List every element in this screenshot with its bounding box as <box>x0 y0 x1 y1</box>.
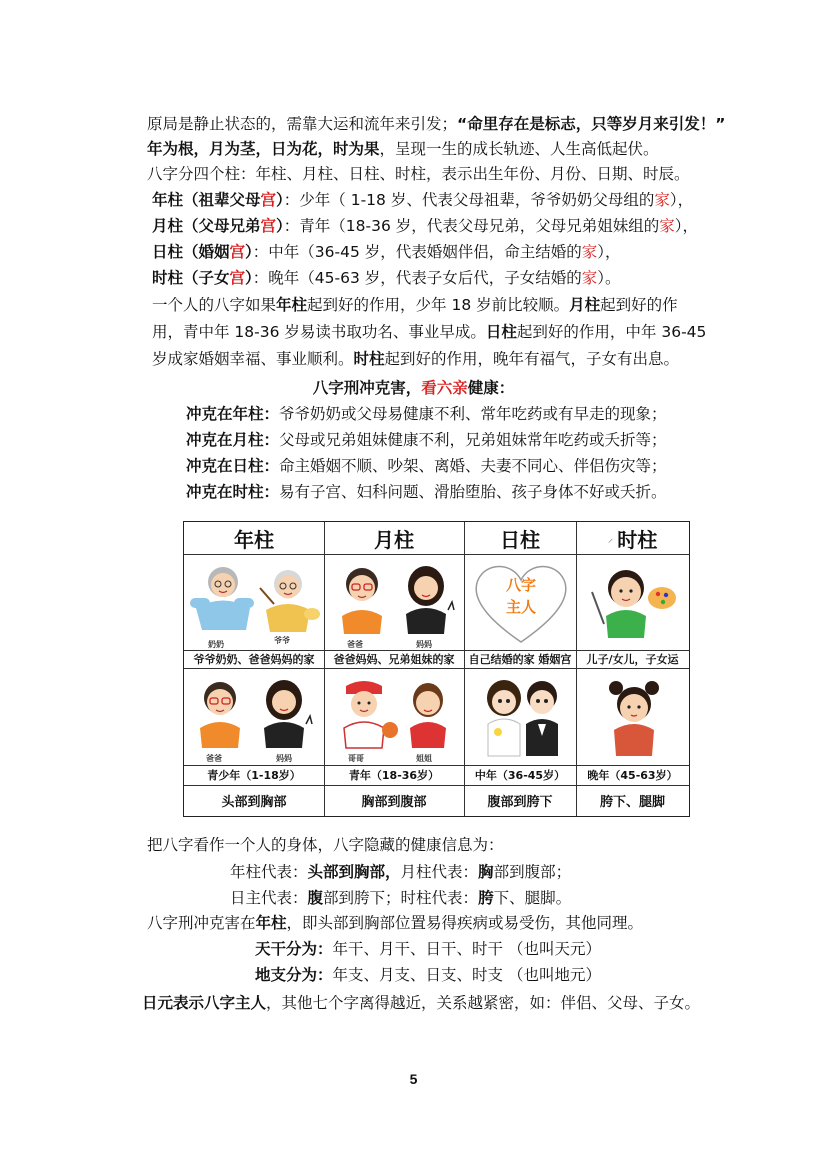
heart-text <box>470 574 572 618</box>
siblings-illustration <box>330 672 460 752</box>
header-hour-label: 时柱 <box>617 527 658 552</box>
body-line <box>147 912 643 934</box>
body-line <box>230 887 571 909</box>
text-span: 部到胯下； <box>323 889 401 907</box>
text-span: 八字刑冲克害在 <box>147 914 256 932</box>
header-year: 年柱 <box>234 527 274 552</box>
pillar-name: 时柱（子女 <box>152 269 230 287</box>
branches-value: 年支、月支、日支、时支 （也叫地元） <box>332 966 601 984</box>
bold-span: 腹 <box>307 889 324 907</box>
caption-dad-2: 爸爸 <box>206 754 222 763</box>
bold-span: 胸 <box>478 863 494 881</box>
clash-text: 爷爷奶奶或父母易健康不利、常年吃药或有早走的现象； <box>279 405 667 423</box>
age-day: 中年（36-45岁） <box>474 769 566 782</box>
row-divider <box>184 554 689 555</box>
clash-key: 冲克在年柱： <box>186 405 280 423</box>
clash-item <box>186 455 667 477</box>
text-span: 日主代表： <box>230 889 308 907</box>
caption-dad: 爸爸 <box>347 640 363 649</box>
effects-line <box>152 348 679 370</box>
home-char: 家 <box>654 191 670 209</box>
text-span: 月柱代表： <box>400 863 479 881</box>
text-span: 起到好的作用，少年 18 岁前比较顺。 <box>307 296 570 314</box>
label-hour: 儿子/女儿，子女运 <box>586 653 679 666</box>
text-span: 八字刑冲克害， <box>312 379 422 397</box>
clash-item <box>186 429 667 451</box>
bold-span: 年柱 <box>255 914 287 932</box>
page-number: 5 <box>409 1071 418 1087</box>
age-hour: 晚年（45-63岁） <box>587 769 678 782</box>
clash-key: 冲克在月柱： <box>186 431 280 449</box>
caption-mom-2: 妈妈 <box>276 754 292 763</box>
age-month: 青年（18-36岁） <box>348 769 440 782</box>
header-hour <box>576 522 689 554</box>
clash-text: 易有子宫、妇科问题、滑胎堕胎、孩子身体不好或夭折。 <box>279 483 667 501</box>
pillar-end: ）， <box>674 217 699 235</box>
stems-line <box>255 938 601 960</box>
paragraph-line: 八字分四个柱：年柱、月柱、日柱、时柱，表示出生年份、月份、日期、时辰。 <box>147 165 690 183</box>
bold-span: 日元表示八字主人 <box>142 994 267 1012</box>
text-span: 起到好的作 <box>600 296 678 314</box>
header-day: 日柱 <box>500 527 540 552</box>
text-span: 用，青中年 18-36 岁易读书取功名、事业早成。 <box>152 323 486 341</box>
pillar-name: 日柱（婚姻 <box>152 243 230 261</box>
text-span: ，即头部到胸部位置易得疾病或易受伤，其他同理。 <box>286 914 644 932</box>
text-span: 岁成家婚姻幸福、事业顺利。 <box>152 350 354 368</box>
caption-sister: 姐姐 <box>416 754 432 763</box>
text-span: 时柱代表： <box>400 889 479 907</box>
text-span: 年柱代表： <box>230 863 308 881</box>
label-day: 自己结婚的家 婚姻宫 <box>468 653 572 666</box>
branches-line <box>255 964 601 986</box>
young-parents-illustration <box>190 672 320 752</box>
text-span: ，其他七个字离得越近，关系越紧密，如：伴侣、父母、子女。 <box>266 994 701 1012</box>
caption-brother: 哥哥 <box>348 754 364 763</box>
pillar-desc: ：青年（18-36 岁，代表父母兄弟，父母兄弟姐妹组的 <box>283 217 660 235</box>
pillar-end: ）， <box>597 243 621 261</box>
pillar-close: ） <box>276 191 284 209</box>
bold-span: 年为根，月为茎，日为花，时为果 <box>147 140 380 158</box>
body-line <box>230 861 571 883</box>
bold-span: 月柱 <box>569 296 601 314</box>
text-span: 下、腿脚。 <box>493 889 572 907</box>
clash-item <box>186 481 667 503</box>
parents-illustration <box>330 558 460 638</box>
palace-char: 宫 <box>229 243 246 261</box>
pillar-table <box>183 521 690 817</box>
text-span: 起到好的作用，晚年有福气，子女有出息。 <box>384 350 680 368</box>
branches-key: 地支分为： <box>255 966 333 984</box>
bodypart-day: 腹部到胯下 <box>487 795 553 810</box>
girl-illustration <box>594 674 678 760</box>
pillar-close: ） <box>245 269 253 287</box>
text-span: 原局是静止状态的，需靠大运和流年来引发； <box>147 115 458 133</box>
caption-mom: 妈妈 <box>416 640 432 649</box>
pillar-line-day <box>152 241 621 263</box>
caption-grandma: 奶奶 <box>208 640 224 649</box>
bold-span: 日柱 <box>485 323 517 341</box>
paragraph-line <box>147 138 659 160</box>
row-divider <box>184 668 689 669</box>
bold-span: 头部到胸部， <box>307 863 401 881</box>
palace-char: 宫 <box>229 269 246 287</box>
label-year: 爷爷奶奶、爸爸妈妈的家 <box>193 653 315 666</box>
pillar-end: ）。 <box>597 269 621 287</box>
pillar-line-month <box>152 215 698 237</box>
effects-line <box>152 321 706 343</box>
text-span: 部到腹部； <box>493 863 572 881</box>
bold-span: 年柱 <box>276 296 308 314</box>
heart-text-line1: 八字 <box>505 576 536 594</box>
palace-char: 宫 <box>260 217 277 235</box>
pillar-name: 月柱（父母兄弟 <box>152 217 261 235</box>
pillar-desc: ：晚年（45-63 岁，代表子女后代，子女结婚的 <box>252 269 582 287</box>
child-illustration <box>584 558 684 644</box>
bold-span: 胯 <box>478 889 494 907</box>
quote-span: “命里存在是标志，只等岁月来引发！” <box>457 115 726 133</box>
clash-text: 父母或兄弟姐妹健康不利，兄弟姐妹常年吃药或夭折等； <box>279 431 667 449</box>
bodypart-year: 头部到胸部 <box>221 795 287 810</box>
pillar-line-hour <box>152 267 621 289</box>
text-span: 起到好的作用，中年 36-45 <box>516 323 707 341</box>
couple-illustration <box>474 672 570 760</box>
red-span: 看六亲 <box>421 379 468 397</box>
stems-value: 年干、月干、日干、时干 （也叫天元） <box>332 940 601 958</box>
pillar-desc: ：中年（36-45 岁，代表婚姻伴侣，命主结婚的 <box>252 243 582 261</box>
clash-text: 命主婚姻不顺、吵架、离婚、夫妻不同心、伴侣伤灾等； <box>279 457 667 475</box>
pillar-line-year <box>152 189 693 211</box>
grandparents-illustration <box>188 558 322 638</box>
day-master-line <box>142 992 700 1014</box>
heart-text-line2: 主人 <box>505 598 536 616</box>
home-char: 家 <box>659 217 675 235</box>
body-intro: 把八字看作一个人的身体，八字隐藏的健康信息为： <box>147 836 504 854</box>
pillar-close: ） <box>276 217 284 235</box>
stems-key: 天干分为： <box>255 940 333 958</box>
pillar-end: ）， <box>669 191 694 209</box>
header-month: 月柱 <box>374 527 414 552</box>
text-span: 一个人的八字如果 <box>152 296 277 314</box>
clash-key: 冲克在日柱： <box>186 457 280 475</box>
bold-span: 时柱 <box>353 350 385 368</box>
age-year: 青少年（1-18岁） <box>207 769 301 782</box>
clash-title <box>0 377 827 399</box>
text-span: ，呈现一生的成长轨迹、人生高低起伏。 <box>379 140 659 158</box>
pillar-close: ） <box>245 243 253 261</box>
clash-item <box>186 403 667 425</box>
caption-grandpa: 爷爷 <box>274 636 290 645</box>
effects-line <box>152 294 678 316</box>
bodypart-month: 胸部到腹部 <box>361 795 427 810</box>
pillar-desc: ：少年（ 1-18 岁、代表父母祖辈，爷爷奶奶父母组的 <box>283 191 655 209</box>
palace-char: 宫 <box>260 191 277 209</box>
clash-key: 冲克在时柱： <box>186 483 280 501</box>
home-char: 家 <box>581 243 598 261</box>
bodypart-hour: 胯下、腿脚 <box>599 795 665 810</box>
paragraph-line <box>147 113 725 135</box>
label-month: 爸爸妈妈、兄弟姐妹的家 <box>333 653 455 666</box>
text-span: 健康： <box>467 379 515 397</box>
pillar-name: 年柱（祖辈父母 <box>152 191 261 209</box>
header-mark: ⸝ <box>607 531 614 545</box>
home-char: 家 <box>581 269 598 287</box>
